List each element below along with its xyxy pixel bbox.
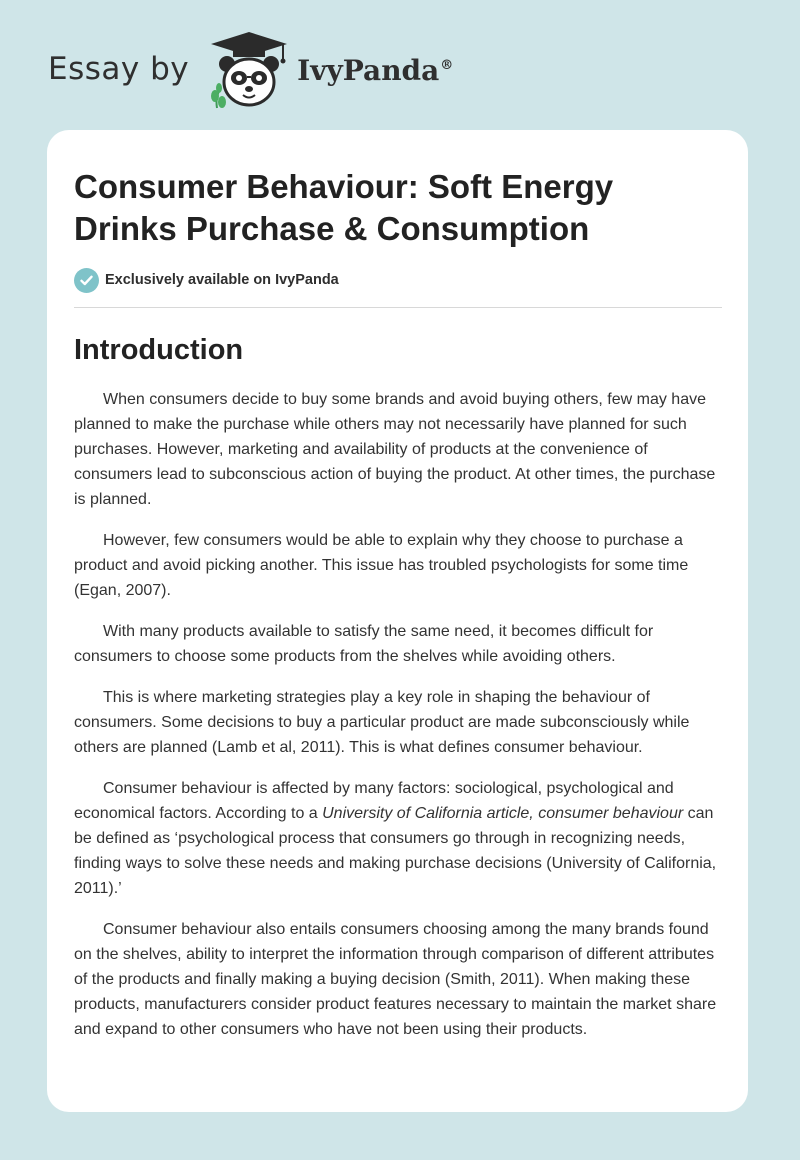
exclusive-badge-text: Exclusively available on IvyPanda	[105, 272, 339, 288]
paragraph: This is where marketing strategies play a key role in shaping the behaviour of consumers. Some decisions to buy a particular product are made subconsciously while others are planned (Lamb et al, 2011). This is what defines consumer behaviour.	[74, 689, 690, 756]
title-divider	[74, 307, 722, 308]
site-header	[48, 30, 453, 110]
essay-body	[74, 387, 722, 1042]
check-circle-icon	[74, 268, 99, 293]
paragraph-italic-text: University of California article, consumer behaviour	[322, 805, 684, 822]
paragraph: When consumers decide to buy some brands and avoid buying others, few may have planned to make the purchase while others may not necessarily have planned for such purchases. However, marketing and availability of products at the convenience of consumers lead to subconscious action of buying the product. At other times, the purchase is planned.	[74, 391, 716, 508]
section-heading-introduction: Introduction	[74, 334, 244, 366]
paragraph-text: Consumer behaviour is affected by many factors: sociological, psychological and economical factors. According to a	[74, 780, 674, 822]
brand-prefix: Essay by	[48, 51, 190, 87]
paragraph: With many products available to satisfy the same need, it becomes difficult for consumers to choose some products from the shelves while avoiding others.	[74, 623, 654, 665]
exclusive-badge	[74, 265, 722, 295]
essay-card	[47, 130, 748, 1112]
paragraph-text: can be defined as ‘psychological process that consumers go through in recognizing needs, finding ways to solve these needs and making purchase decisions (University of California, 2011).’	[74, 805, 717, 897]
paragraph	[74, 776, 722, 901]
essay-title: Consumer Behaviour: Soft Energy Drinks Purchase & Consumption	[74, 168, 614, 247]
registered-mark: ®	[440, 58, 454, 74]
paragraph: However, few consumers would be able to explain why they choose to purchase a product and avoid picking another. This issue has troubled psychologists for some time (Egan, 2007).	[74, 532, 689, 599]
brand-name-text: IvyPanda	[297, 53, 440, 87]
panda-graduate-icon[interactable]	[203, 30, 295, 110]
paragraph: Consumer behaviour also entails consumers choosing among the many brands found on the shelves, ability to interpret the information through comparison of different attributes of the products and finally making a buying decision (Smith, 2011). When making these products, manufacturers consider product features necessary to maintain the market share and expand to other consumers who have not been using their products.	[74, 921, 717, 1038]
brand-name	[297, 54, 453, 87]
